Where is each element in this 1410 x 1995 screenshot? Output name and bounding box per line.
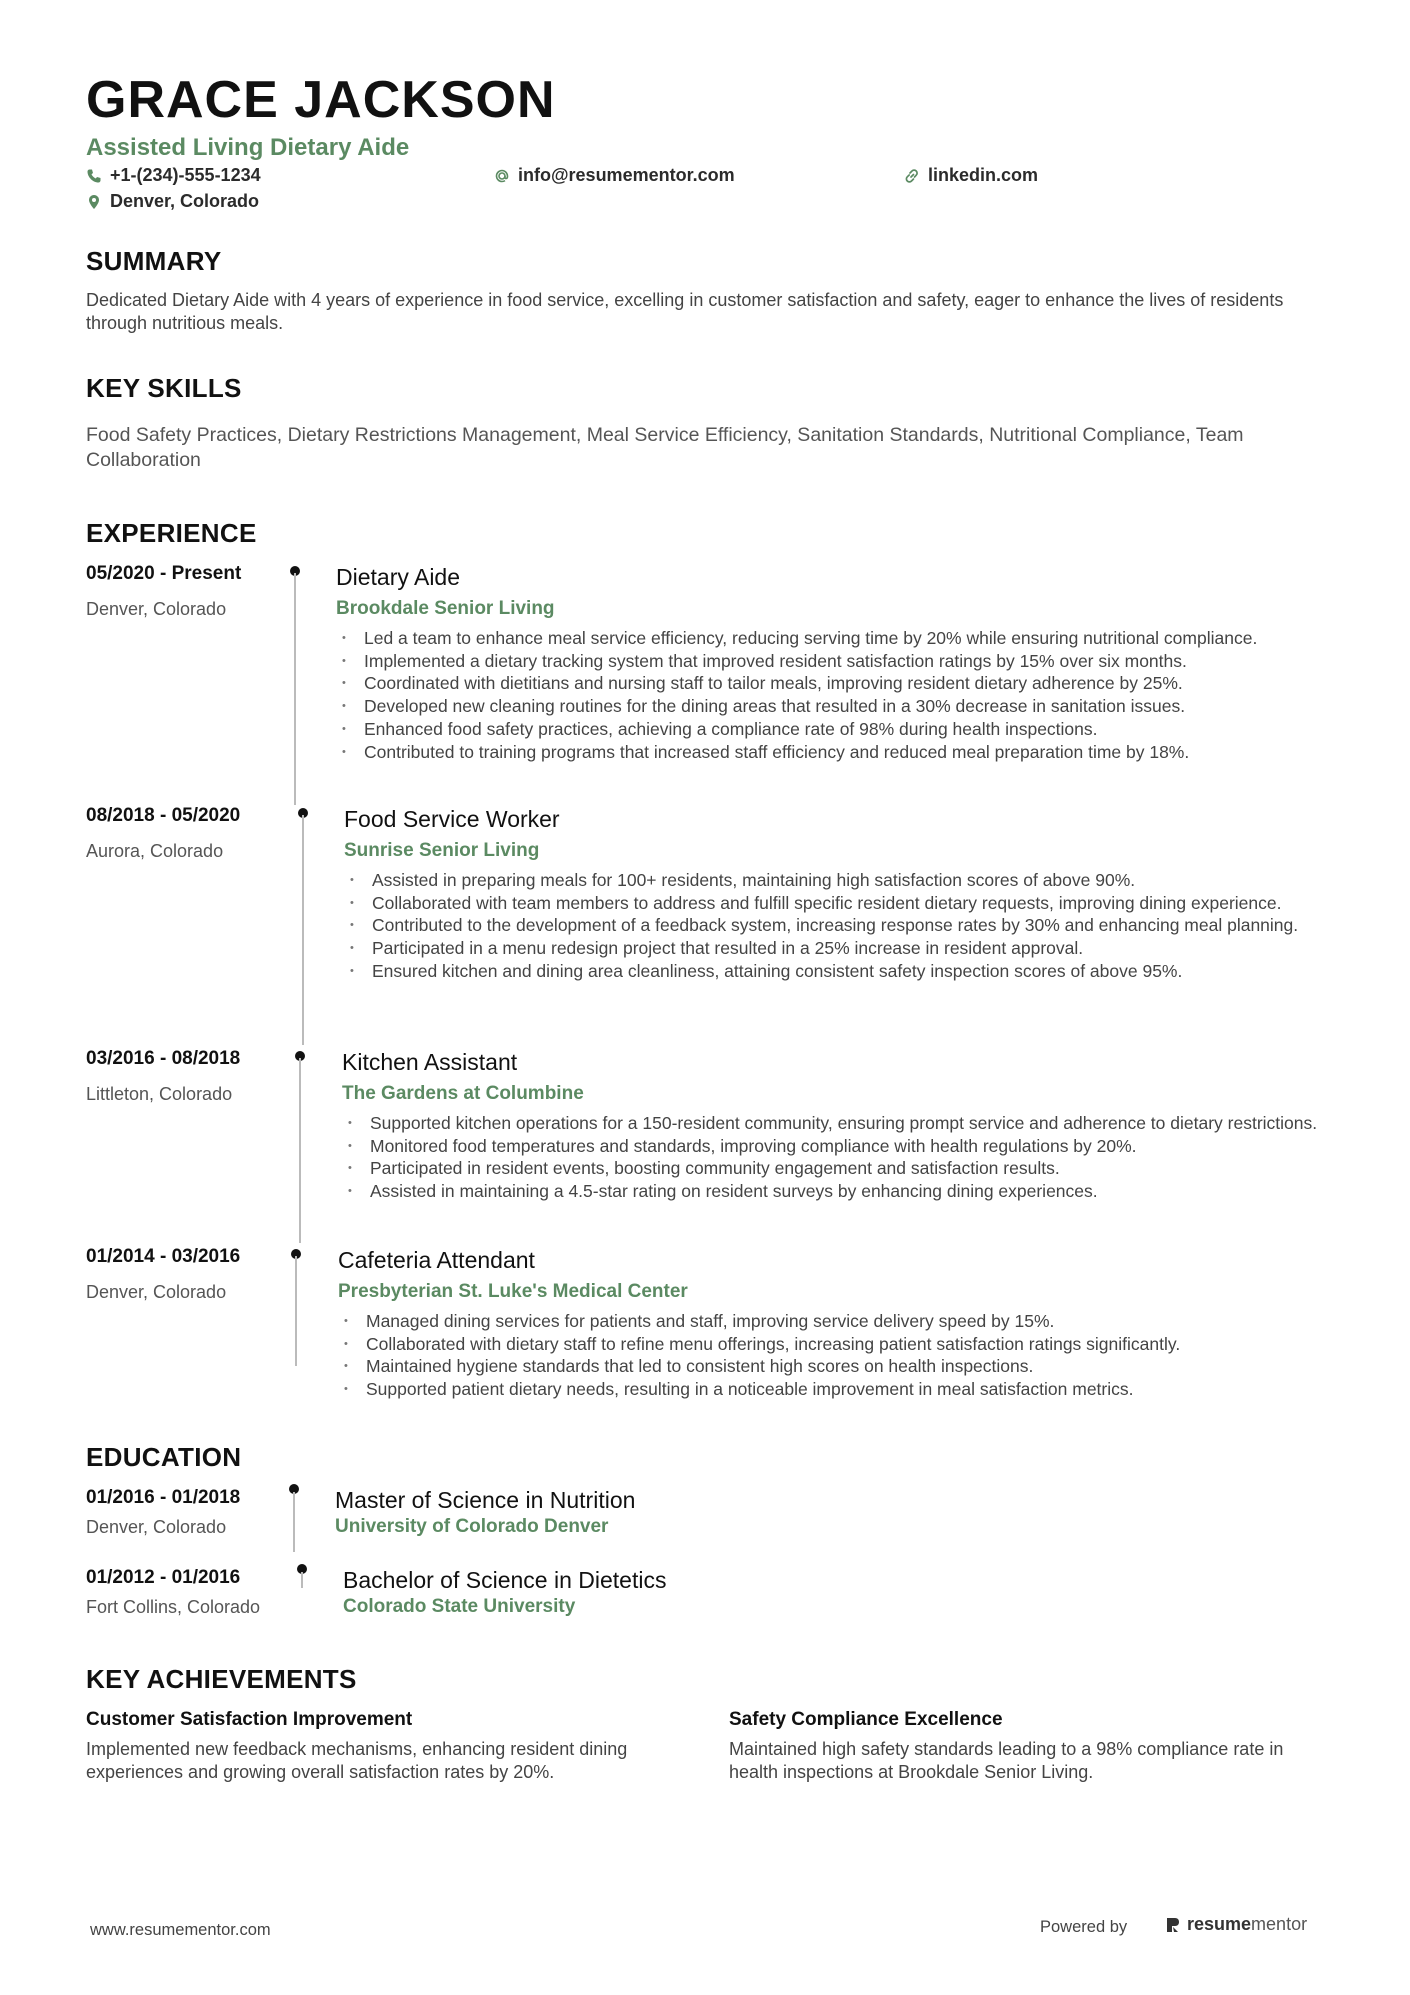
at-icon bbox=[494, 168, 510, 184]
location-text: Denver, Colorado bbox=[110, 191, 260, 211]
timeline-line bbox=[295, 1256, 297, 1366]
edu-content bbox=[343, 1567, 666, 1618]
skills-text: Food Safety Practices, Dietary Restrictions Management, Meal Service Efficiency, Sanitation Standards, Nutritional Compliance, Team Collaboration bbox=[86, 424, 1244, 471]
job-content bbox=[338, 1246, 1342, 1401]
summary-text: Dedicated Dietary Aide with 4 years of experience in food service, excelling in customer satisfaction and safety, eager to enhance the lives of residents through nutritious meals. bbox=[86, 290, 1284, 333]
powered-by-label: Powered by bbox=[1040, 1918, 1128, 1936]
job-bullets bbox=[342, 1310, 1342, 1401]
job-location: Denver, Colorado bbox=[86, 1282, 227, 1302]
candidate-name: GRACE JACKSON bbox=[86, 71, 556, 129]
job-bullet: • Collaborated with dietary staff to refine menu offerings, increasing patient satisfaction ratings significantly. bbox=[342, 1333, 1342, 1356]
contact-phone bbox=[86, 165, 261, 186]
candidate-role: Assisted Living Dietary Aide bbox=[86, 134, 410, 161]
job-content bbox=[336, 563, 1340, 763]
job-dates: 08/2018 - 05/2020 bbox=[86, 805, 241, 826]
job-company: Presbyterian St. Luke's Medical Center bbox=[338, 1281, 688, 1302]
job-dates: 03/2016 - 08/2018 bbox=[86, 1048, 241, 1069]
job-title: Cafeteria Attendant bbox=[338, 1247, 535, 1273]
job-company: Brookdale Senior Living bbox=[336, 598, 555, 619]
job-bullet: • Monitored food temperatures and standards, improving compliance with health regulations by 20%. bbox=[346, 1135, 1346, 1158]
experience-heading: EXPERIENCE bbox=[86, 518, 257, 548]
job-bullet: • Ensured kitchen and dining area cleanliness, attaining consistent safety inspection scores of above 95%. bbox=[348, 960, 1348, 983]
timeline-line bbox=[301, 1572, 303, 1588]
summary-heading: SUMMARY bbox=[86, 246, 222, 276]
job-bullet: • Enhanced food safety practices, achieving a compliance rate of 98% during health inspections. bbox=[340, 718, 1340, 741]
job-bullet: • Maintained hygiene standards that led to consistent high scores on health inspections. bbox=[342, 1355, 1342, 1378]
edu-content bbox=[335, 1487, 635, 1538]
job-bullets bbox=[340, 627, 1340, 763]
contact-email[interactable] bbox=[494, 165, 735, 186]
achievements-heading: KEY ACHIEVEMENTS bbox=[86, 1664, 357, 1694]
achievement-description: Implemented new feedback mechanisms, enhancing resident dining experiences and growing overall satisfaction rates by 20%. bbox=[86, 1739, 628, 1782]
edu-dates: 01/2012 - 01/2016 bbox=[86, 1567, 241, 1588]
job-location: Littleton, Colorado bbox=[86, 1084, 233, 1104]
timeline-line bbox=[294, 573, 296, 805]
job-bullets bbox=[346, 1112, 1346, 1203]
job-bullet: • Supported patient dietary needs, resulting in a noticeable improvement in meal satisfaction metrics. bbox=[342, 1378, 1342, 1401]
job-bullet: • Contributed to training programs that increased staff efficiency and reduced meal preparation time by 18%. bbox=[340, 741, 1340, 764]
job-location: Denver, Colorado bbox=[86, 599, 227, 619]
job-content bbox=[342, 1048, 1346, 1203]
phone-icon bbox=[86, 168, 102, 184]
job-company: Sunrise Senior Living bbox=[344, 840, 540, 861]
edu-school: Colorado State University bbox=[343, 1596, 576, 1617]
job-title: Dietary Aide bbox=[336, 564, 461, 590]
job-dates: 05/2020 - Present bbox=[86, 563, 242, 584]
skills-heading: KEY SKILLS bbox=[86, 373, 242, 403]
achievement-item bbox=[729, 1709, 1339, 1784]
brand-name-bold: resume bbox=[1187, 1914, 1252, 1934]
job-bullet: • Led a team to enhance meal service efficiency, reducing serving time by 20% while ensuring nutritional compliance. bbox=[340, 627, 1340, 650]
edu-location: Denver, Colorado bbox=[86, 1517, 227, 1537]
timeline-line bbox=[302, 815, 304, 1045]
job-company: The Gardens at Columbine bbox=[342, 1083, 584, 1104]
email-text: info@resumementor.com bbox=[518, 165, 735, 185]
timeline-line bbox=[299, 1058, 301, 1243]
location-pin-icon bbox=[86, 194, 102, 210]
job-bullet: • Contributed to the development of a feedback system, increasing response rates by 30% and enhancing meal planning. bbox=[348, 914, 1348, 937]
contact-linkedin[interactable] bbox=[904, 165, 1038, 186]
job-content bbox=[344, 805, 1348, 983]
phone-text: +1-(234)-555-1234 bbox=[110, 165, 261, 185]
job-bullet: • Developed new cleaning routines for the dining areas that resulted in a 30% decrease in sanitation issues. bbox=[340, 695, 1340, 718]
job-title: Food Service Worker bbox=[344, 806, 560, 832]
job-bullet: • Implemented a dietary tracking system that improved resident satisfaction ratings by 15% over six months. bbox=[340, 650, 1340, 673]
link-icon bbox=[904, 168, 920, 184]
achievement-description: Maintained high safety standards leading to a 98% compliance rate in health inspections at Brookdale Senior Living. bbox=[729, 1739, 1284, 1782]
brand-logo[interactable] bbox=[1165, 1914, 1307, 1935]
job-bullet: • Assisted in maintaining a 4.5-star rating on resident surveys by enhancing dining experiences. bbox=[346, 1180, 1346, 1203]
edu-degree: Bachelor of Science in Dietetics bbox=[343, 1567, 667, 1593]
job-title: Kitchen Assistant bbox=[342, 1049, 518, 1075]
job-bullet: • Participated in a menu redesign project that resulted in a 25% increase in resident approval. bbox=[348, 937, 1348, 960]
resumementor-logo-icon bbox=[1165, 1916, 1181, 1934]
job-bullet: • Collaborated with team members to address and fulfill specific resident dietary requests, improving dining experience. bbox=[348, 892, 1348, 915]
achievement-item bbox=[86, 1709, 686, 1784]
job-bullets bbox=[348, 869, 1348, 983]
brand-name-light: mentor bbox=[1251, 1914, 1308, 1934]
achievement-title: Safety Compliance Excellence bbox=[729, 1709, 1003, 1730]
achievement-title: Customer Satisfaction Improvement bbox=[86, 1709, 413, 1730]
job-location: Aurora, Colorado bbox=[86, 841, 224, 861]
footer-url[interactable]: www.resumementor.com bbox=[90, 1921, 271, 1939]
timeline-line bbox=[293, 1492, 295, 1552]
job-bullet: • Supported kitchen operations for a 150-resident community, ensuring prompt service and adherence to dietary restrictions. bbox=[346, 1112, 1346, 1135]
contact-location bbox=[86, 191, 259, 212]
edu-degree: Master of Science in Nutrition bbox=[335, 1487, 636, 1513]
edu-dates: 01/2016 - 01/2018 bbox=[86, 1487, 241, 1508]
job-bullet: • Assisted in preparing meals for 100+ residents, maintaining high satisfaction scores of above 90%. bbox=[348, 869, 1348, 892]
edu-location: Fort Collins, Colorado bbox=[86, 1597, 261, 1617]
job-bullet: • Participated in resident events, boosting community engagement and satisfaction results. bbox=[346, 1157, 1346, 1180]
edu-school: University of Colorado Denver bbox=[335, 1516, 609, 1537]
linkedin-text: linkedin.com bbox=[928, 165, 1039, 185]
job-dates: 01/2014 - 03/2016 bbox=[86, 1246, 241, 1267]
job-bullet: • Managed dining services for patients and staff, improving service delivery speed by 15%. bbox=[342, 1310, 1342, 1333]
job-bullet: • Coordinated with dietitians and nursing staff to tailor meals, improving resident dietary adherence by 25%. bbox=[340, 672, 1340, 695]
education-heading: EDUCATION bbox=[86, 1442, 242, 1472]
